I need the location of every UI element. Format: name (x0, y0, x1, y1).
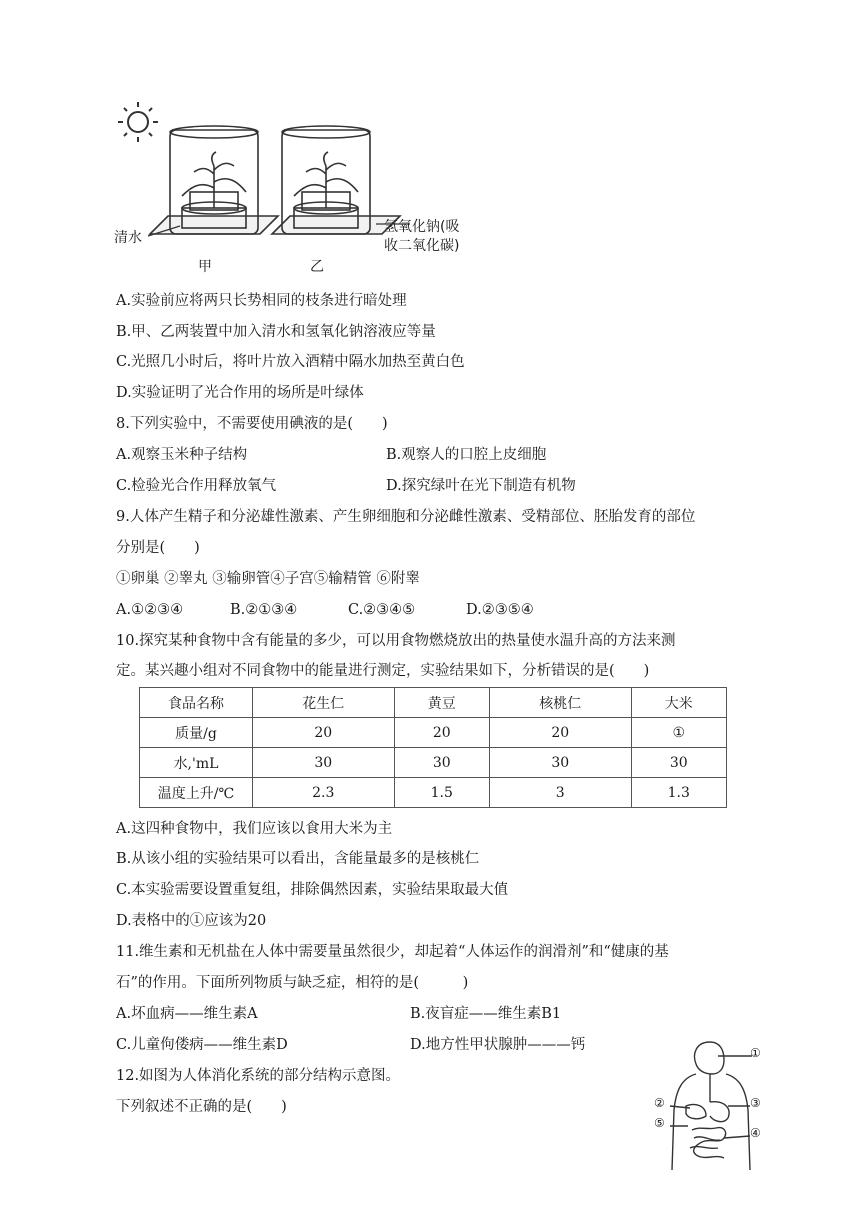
table-row (140, 778, 727, 808)
q10-option-d: D.表格中的①应该为20 (116, 913, 267, 929)
q10-option-c: C.本实验需要设置重复组，排除偶然因素，实验结果取最大值 (116, 882, 509, 898)
marker-4: ④ (750, 1126, 761, 1140)
label-yi: 乙 (310, 259, 324, 275)
q12-stem-line1: 12.如图为人体消化系统的部分结构示意图。 (116, 1068, 401, 1084)
table-cell: 30 (253, 748, 395, 778)
q9-option-c: C.②③④⑤ (348, 602, 416, 618)
q7-option-c: C.光照几小时后，将叶片放入酒精中隔水加热至黄白色 (116, 354, 465, 370)
table-header-cell: 花生仁 (253, 688, 395, 718)
label-jia: 甲 (198, 259, 212, 275)
energy-table (139, 687, 727, 808)
marker-1: ① (750, 1046, 761, 1060)
q7-option-b: B.甲、乙两装置中加入清水和氢氧化钠溶液应等量 (116, 324, 436, 340)
digestive-system-figure (640, 1030, 770, 1180)
apparatus-diagram (110, 96, 490, 286)
table-header-cell: 大米 (631, 688, 726, 718)
q8-option-b: B.观察人的口腔上皮细胞 (386, 447, 547, 463)
table-cell: 温度上升/℃ (140, 778, 253, 808)
label-water: 清水 (114, 230, 142, 246)
table-cell: 30 (394, 748, 489, 778)
q8-option-c: C.检验光合作用释放氧气 (116, 478, 277, 494)
q10-stem-line1: 10.探究某种食物中含有能量的多少，可以用食物燃烧放出的热量使水温升高的方法来测 (116, 633, 676, 649)
q8-stem: 8.下列实验中，不需要使用碘液的是( ) (116, 416, 388, 432)
table-cell: 1.3 (631, 778, 726, 808)
q9-option-a: A.①②③④ (116, 602, 184, 618)
q8-option-d: D.探究绿叶在光下制造有机物 (386, 478, 576, 494)
table-cell: 30 (631, 748, 726, 778)
q8-option-a: A.观察玉米种子结构 (116, 447, 248, 463)
table-cell: 质量/g (140, 718, 253, 748)
table-header-cell: 食品名称 (140, 688, 253, 718)
q9-option-d: D.②③⑤④ (466, 602, 534, 618)
table-header-cell: 核桃仁 (489, 688, 631, 718)
table-header-cell: 黄豆 (394, 688, 489, 718)
q11-option-a: A.坏血病——维生素A (116, 1006, 258, 1022)
table-cell: ① (631, 718, 726, 748)
table-cell: 3 (489, 778, 631, 808)
table-cell: 1.5 (394, 778, 489, 808)
label-naoh-line1: 氢氧化钠(吸 (384, 219, 460, 235)
sun-icon (118, 102, 158, 142)
table-row (140, 748, 727, 778)
q9-stem-line2: 分别是( ) (116, 540, 200, 556)
label-naoh-line2: 收二氧化碳) (384, 238, 460, 254)
marker-5: ⑤ (654, 1116, 665, 1130)
table-cell: 30 (489, 748, 631, 778)
q9-stem-line1: 9.人体产生精子和分泌雄性激素、产生卵细胞和分泌雌性激素、受精部位、胚胎发育的部位 (116, 509, 696, 525)
q11-option-d: D.地方性甲状腺肿———钙 (410, 1037, 586, 1053)
marker-3: ③ (750, 1096, 761, 1110)
q10-stem-line2: 定。某兴趣小组对不同食物中的能量进行测定，实验结果如下，分析错误的是( ) (116, 663, 650, 679)
plant-apparatus-figure (110, 96, 490, 286)
q11-option-b: B.夜盲症——维生素B1 (410, 1006, 562, 1022)
q7-option-d: D.实验证明了光合作用的场所是叶绿体 (116, 385, 364, 401)
table-cell: 20 (394, 718, 489, 748)
table-row (140, 718, 727, 748)
q10-option-a: A.这四种食物中，我们应该以食用大米为主 (116, 821, 393, 837)
q9-option-b: B.②①③④ (230, 602, 298, 618)
q7-option-a: A.实验前应将两只长势相同的枝条进行暗处理 (116, 293, 407, 309)
q12-stem-line2: 下列叙述不正确的是( ) (116, 1099, 287, 1115)
table-header-row (140, 688, 727, 718)
q11-option-c: C.儿童佝偻病——维生素D (116, 1037, 288, 1053)
table-cell: 2.3 (253, 778, 395, 808)
q10-option-b: B.从该小组的实验结果可以看出，含能量最多的是核桃仁 (116, 851, 480, 867)
table-cell: 20 (253, 718, 395, 748)
marker-2: ② (654, 1096, 665, 1110)
q9-items: ①卵巢 ②睾丸 ③输卵管④子宫⑤输精管 ⑥附睾 (116, 571, 420, 587)
q11-stem-line2: 石”的作用。下面所列物质与缺乏症，相符的是( ) (116, 975, 469, 991)
jar-yi (272, 126, 400, 234)
q11-stem-line1: 11.维生素和无机盐在人体中需要量虽然很少，却起着“人体运作的润滑剂”和“健康的基 (116, 944, 669, 960)
table-cell: 水,'mL (140, 748, 253, 778)
table-cell: 20 (489, 718, 631, 748)
jar-jia (150, 126, 278, 234)
